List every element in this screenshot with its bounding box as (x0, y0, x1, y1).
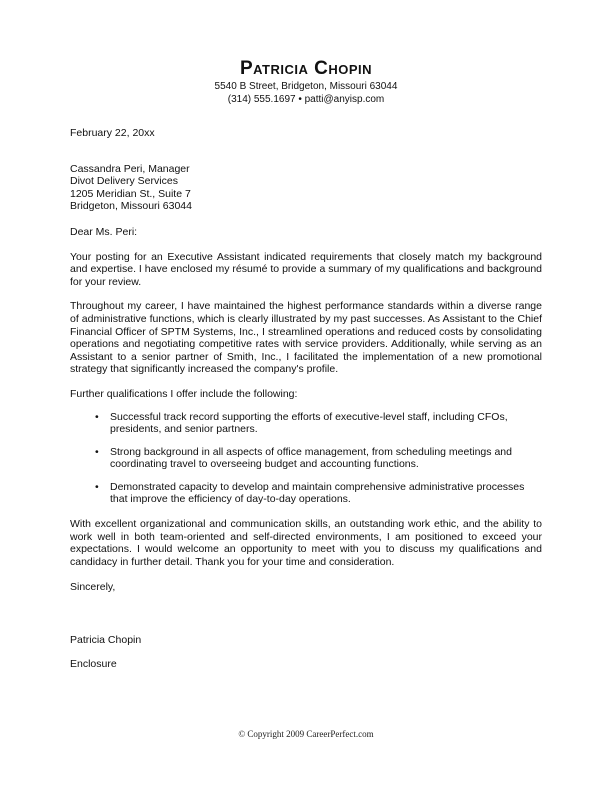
qualifications-intro: Further qualifications I offer include the following: (70, 387, 298, 400)
bullet-icon: • (95, 480, 99, 493)
valediction: Sincerely, (70, 581, 116, 594)
recipient-company: Divot Delivery Services (70, 175, 178, 188)
bullet-icon: • (95, 445, 99, 458)
date-line: February 22, 20xx (70, 127, 155, 139)
list-item (70, 446, 542, 471)
letterhead (70, 58, 542, 106)
qualifications-list (70, 411, 542, 507)
recipient-name: Cassandra Peri, Manager (70, 162, 190, 175)
letterhead-name: Patricia Chopin (239, 58, 373, 79)
letterhead-address: 5540 B Street, Bridgeton, Missouri 63044 (214, 81, 398, 92)
paragraph-intro: Your posting for an Executive Assistant indicated requirements that closely match my background and expertise. I have enclosed my résumé to provide a summary of my qualifications and background for your review. (70, 250, 542, 288)
list-item (70, 411, 542, 436)
paragraph-experience: Throughout my career, I have maintained the highest performance standards within a diverse range of administrative functions, which is clearly illustrated by my past successes. As Assistant to the Chief Financial Officer of SPTM Systems, Inc., I streamlined operations and reduced costs by consolidating operations and negotiating competitive rates with service providers. Additionally, while serving as an Assistant to a senior partner of Smith, Inc., I facilitated the implementation of a new promotional strategy that significantly increased the company's profile. (70, 300, 542, 376)
letter-body (70, 127, 542, 670)
copyright-footer: © Copyright 2009 CareerPerfect.com (238, 729, 374, 739)
salutation: Dear Ms. Peri: (70, 225, 138, 238)
list-item (70, 481, 542, 506)
recipient-block (70, 163, 542, 213)
bullet-text: Successful track record supporting the efforts of executive-level staff, including CFOs, presidents, and senior partners. (110, 410, 508, 436)
paragraph-closing: With excellent organizational and communication skills, an outstanding work ethic, and the ability to work well in both team-oriented and self-directed environments, I am positioned to exceed your expectations. I would welcome an opportunity to meet with you to discuss my qualifications and candidacy in further detail. Thank you for your time and consideration. (70, 518, 542, 568)
bullet-text: Strong background in all aspects of office management, from scheduling meetings and coordinating travel to overseeing budget and accounting functions. (110, 445, 512, 471)
signature-name: Patricia Chopin (70, 634, 142, 647)
recipient-street: 1205 Meridian St., Suite 7 (70, 187, 191, 200)
recipient-city: Bridgeton, Missouri 63044 (70, 200, 192, 213)
enclosure-note: Enclosure (70, 657, 117, 670)
bullet-icon: • (95, 410, 99, 423)
bullet-text: Demonstrated capacity to develop and maintain comprehensive administrative processes that improve the efficiency of day-to-day operations. (110, 480, 525, 506)
letterhead-contact: (314) 555.1697 • patti@anyisp.com (227, 94, 385, 105)
